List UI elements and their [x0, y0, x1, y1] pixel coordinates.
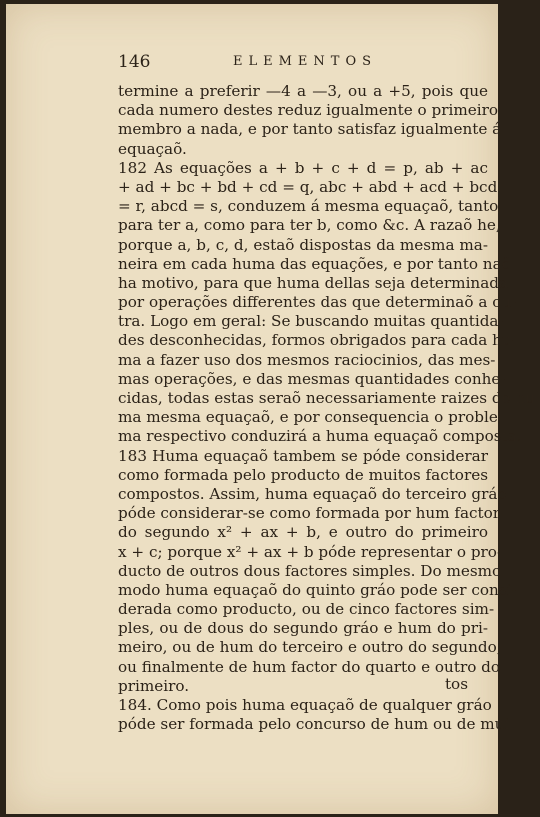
- text-line: neira em cada huma das equações, e por tanto naõ: [118, 254, 511, 273]
- text-line: para ter a, como para ter b, como &c. A razaõ he,: [118, 216, 501, 235]
- text-line: cada numero destes reduz igualmente o primeiro: [118, 101, 498, 120]
- text-line: póde ser formada pelo concurso de hum ou de mui-: [118, 715, 515, 734]
- text-line: compostos. Assim, huma equaçaõ do terceiro gráo: [118, 484, 507, 503]
- text-line: ma respectivo conduzirá a huma equaçaõ composta.: [118, 427, 522, 446]
- text-line: tra. Logo em geral: Se buscando muitas quantida-: [118, 312, 504, 331]
- text-line: = r, abcd = s, conduzem á mesma equaçaõ, tanto: [118, 197, 499, 216]
- body-text: [118, 82, 540, 734]
- text-line: equaçaõ.: [118, 139, 187, 158]
- running-title: ELEMENTOS: [233, 54, 378, 69]
- text-line: como formada pelo producto de muitos factores: [118, 465, 488, 484]
- text-line: x + c; porque x² + ax + b póde representar o pro-: [118, 542, 503, 561]
- text-line: primeiro.: [118, 676, 190, 695]
- text-line: ou finalmente de hum factor do quarto e outro do: [118, 657, 501, 676]
- text-line: derada como producto, ou de cinco factores sim-: [118, 600, 495, 619]
- text-line: por operações differentes das que determinaõ a ou-: [118, 293, 517, 312]
- text-line: porque a, b, c, d, estaõ dispostas da mesma ma-: [118, 235, 488, 254]
- text-line: termine a preferir —4 a —3, ou a +5, pois que: [118, 82, 488, 100]
- page-number: 146: [118, 52, 151, 72]
- text-line: 183 Huma equaçaõ tambem se póde considerar: [118, 446, 488, 465]
- text-line: des desconhecidas, formos obrigados para cada hu-: [118, 331, 517, 350]
- text-line: 184. Como pois huma equaçaõ de qualquer gráo: [118, 696, 492, 714]
- page-header: [118, 52, 488, 76]
- text-line: mas operações, e das mesmas quantidades conhe-: [118, 369, 506, 388]
- text-line: membro a nada, e por tanto satisfaz igualmente á: [118, 120, 502, 139]
- text-line: ma a fazer uso dos mesmos raciocinios, das mes-: [118, 350, 496, 369]
- text-line: meiro, ou de hum do terceiro e outro do segundo,: [118, 638, 502, 657]
- text-line: + ad + bc + bd + cd = q, abc + abd + acd + bcd: [118, 177, 498, 196]
- text-line: modo huma equaçaõ do quinto gráo pode ser consi-: [118, 580, 517, 599]
- text-line: ducto de outros dous factores simples. Do mesmo: [118, 561, 502, 580]
- catchword: tos: [444, 675, 468, 693]
- text-line: cidas, todas estas seraõ necessariamente raizes de hu-: [118, 389, 540, 407]
- text-line: do segundo x² + ax + b, e outro do primeiro: [118, 523, 488, 542]
- text-line: póde considerar-se como formada por hum factor: [118, 504, 501, 523]
- text-line: ples, ou de dous do segundo gráo e hum do pri-: [118, 619, 488, 638]
- text-line: 182 As equações a + b + c + d = p, ab + ac: [118, 158, 488, 177]
- text-line: ma mesma equaçaõ, e por consequencia o proble-: [118, 408, 503, 427]
- book-page: [6, 4, 540, 814]
- text-line: ha motivo, para que huma dellas seja determinada: [118, 273, 509, 292]
